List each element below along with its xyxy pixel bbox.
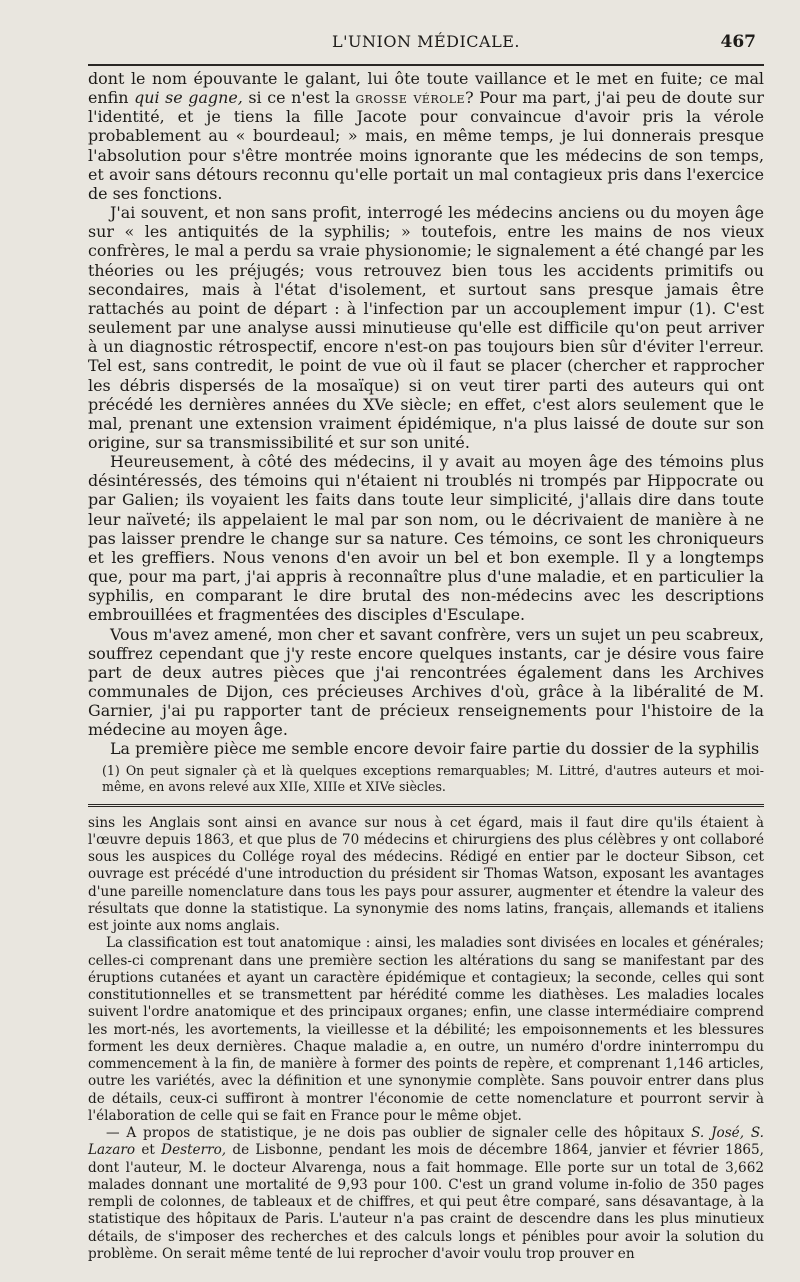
- page-header: [88, 0, 764, 56]
- lower-paragraph-1: sins les Anglais sont ainsi en avance sur nous à cet égard, mais il faut dire qu'ils étaient à l'œuvre depuis 1863, et que plus de 70 médecins et chirurgiens des plus célèbres y ont collaboré sous les auspices du Collége royal des médecins. Rédigé en entier par le docteur Sibson, cet ouvrage est précédé d'une introduction du président sir Thomas Watson, exposant les avantages d'une pareille nomenclature dans tous les pays pour assurer, augmenter et étendre la valeur des résultats que donne la statistique. La synonymie des noms latins, français, allemands et italiens est jointe aux noms anglais.: [88, 814, 764, 935]
- footnote-text: (1) On peut signaler çà et là quelques exceptions remarquables; M. Littré, d'autres auteurs et moi-même, en avons relevé aux XIIe, XIIIe et XIVe siècles.: [102, 762, 764, 794]
- text-span: et: [135, 1142, 162, 1159]
- paragraph-5: La première pièce me semble encore devoir faire partie du dossier de la syphilis: [110, 739, 760, 759]
- paragraph-3: Heureusement, à côté des médecins, il y avait au moyen âge des témoins plus désintéressés, des témoins qui n'étaient ni troublés ni trompés par Hippocrate ou par Galien; ils voyaient les faits dans toute leur simplicité, j'allais dire dans toute leur naïveté; ils appelaient le mal par son nom, ou le décrivaient de manière à ne pas laisser prendre le change sur sa nature. Ces témoins, ce sont les chroniqueurs et les greffiers. Nous venons d'en avoir un bel et bon exemple. Il y a longtemps que, pour ma part, j'ai appris à reconnaître plus d'une maladie, et en particulier la syphilis, en comparant le dire brutal des non-médecins avec les descriptions embrouillées et fragmentées des disciples d'Esculape.: [88, 452, 764, 625]
- text-span: de Lisbonne, pendant les mois de décembre 1864, janvier et février 1865, dont l'auteur, M. le docteur Alvarenga, nous a fait hommage. Elle porte sur un total de 3,662 malades donnant une mortalité de 9,93 pour 100. C'est un grand volume in-folio de 350 pages rempli de colonnes, de tableaux et de chiffres, et qui peut être comparé, sans désavantage, à la statistique des hôpitaux de Paris. L'auteur n'a pas craint de descendre dans les plus minutieux détails, de s'imposer des recherches et des calculs longs et pénibles pour avoir la solution du problème. On serait même tenté de lui reprocher d'avoir voulu trop prouver en: [88, 1142, 765, 1262]
- footnote: [88, 763, 764, 795]
- smallcaps-phrase: grosse vérole: [355, 88, 466, 108]
- main-text: [88, 69, 764, 759]
- text-span: dont le nom épouvante le galant, lui ôte toute vaillance et le met en fuite; ce mal enfin: [88, 69, 764, 108]
- lower-column-text: [88, 815, 764, 1264]
- header-rule: [88, 64, 764, 66]
- paragraph-4: Vous m'avez amené, mon cher et savant confrère, vers un sujet un peu scabreux, souffrez cependant que j'y reste encore quelques instants, car je désire vous faire part de deux autres pièces que j'ai rencontrées également dans les Archives communales de Dijon, ces précieuses Archives d'où, grâce à la libéralité de M. Garnier, j'ai pu rapporter tant de précieux renseignements pour l'histoire de la médecine au moyen âge.: [88, 624, 764, 740]
- lower-paragraph-2: La classification est tout anatomique : ainsi, les maladies sont divisées en locales et générales; celles-ci comprenant dans une première section les altérations du sang se manifestant par des éruptions cutanées et ayant un caractère épidémique et contagieux; la seconde, celles qui sont constitutionnelles et se transmettent par hérédité comme les diathèses. Les maladies locales suivent l'ordre anatomique et des principaux organes; enfin, une classe intermédiaire comprend les mort-nés, les avortements, la vieillesse et la débilité; les empoisonnements et les blessures forment les deux dernières. Chaque maladie a, en outre, un numéro d'ordre ininterrompu du commencement à la fin, de manière à former des points de repère, et comprenant 1,146 articles, outre les variétés, avec la définition et une synonymie complète. Sans pouvoir entrer dans plus de détails, ceux-ci suffiront à montrer l'économie de cette nomenclature et pourront servir à l'élaboration de celle qui se fait en France pour le même objet.: [88, 935, 764, 1124]
- italic-phrase: S. José, S. Lazaro: [88, 1125, 765, 1159]
- italic-phrase: Desterro,: [161, 1142, 227, 1159]
- paragraph-1: [88, 69, 764, 203]
- text-span: si ce n'est la: [242, 88, 356, 108]
- text-span: ? Pour ma part, j'ai peu de doute sur l'identité, et je tiens la fille Jacote pour convaincue d'avoir pris la vérole probablement au « bourdeaul; » mais, en même temps, je lui donnerais presque l'absolution pour s'être montrée moins ignorante que les médecins de son temps, et avoir sans détours reconnu qu'elle portait un mal contagieux pris dans l'exercice de ses fonctions.: [88, 88, 764, 203]
- paragraph-2: J'ai souvent, et non sans profit, interrogé les médecins anciens ou du moyen âge sur « les antiquités de la syphilis; » toutefois, entre les mains de nos vieux confrères, le mal a perdu sa vraie physionomie; le signalement a été changé par les théories ou les préjugés; vous retrouvez bien tous les accidents primitifs ou secondaires, mais à l'état d'isolement, et surtout sans presque jamais être rattachés au point de départ : à l'infection par un accouplement impur (1). C'est seulement par une analyse aussi minutieuse qu'elle est difficile qu'on peut arriver à un diagnostic rétrospectif, encore n'est-on pas toujours bien sûr d'éviter l'erreur. Tel est, sans contredit, le point de vue où il faut se placer (chercher et rapprocher les débris dispersés de la mosaïque) si on veut tirer parti des auteurs qui ont précédé les dernières années du XVe siècle; en effet, c'est alors seulement que le mal, prenant une extension vraiment épidémique, n'a plus laissé de doute sur son origine, sur sa transmissibilité et sur son unité.: [88, 203, 764, 452]
- italic-phrase: qui se gagne,: [134, 88, 243, 108]
- page-number: 467: [720, 32, 756, 52]
- text-span: — A propos de statistique, je ne dois pas oublier de signaler celle des hôpitaux: [106, 1125, 692, 1142]
- running-title: L'UNION MÉDICALE.: [332, 32, 520, 51]
- section-divider: [88, 804, 764, 807]
- lower-paragraph-3: [88, 1125, 764, 1263]
